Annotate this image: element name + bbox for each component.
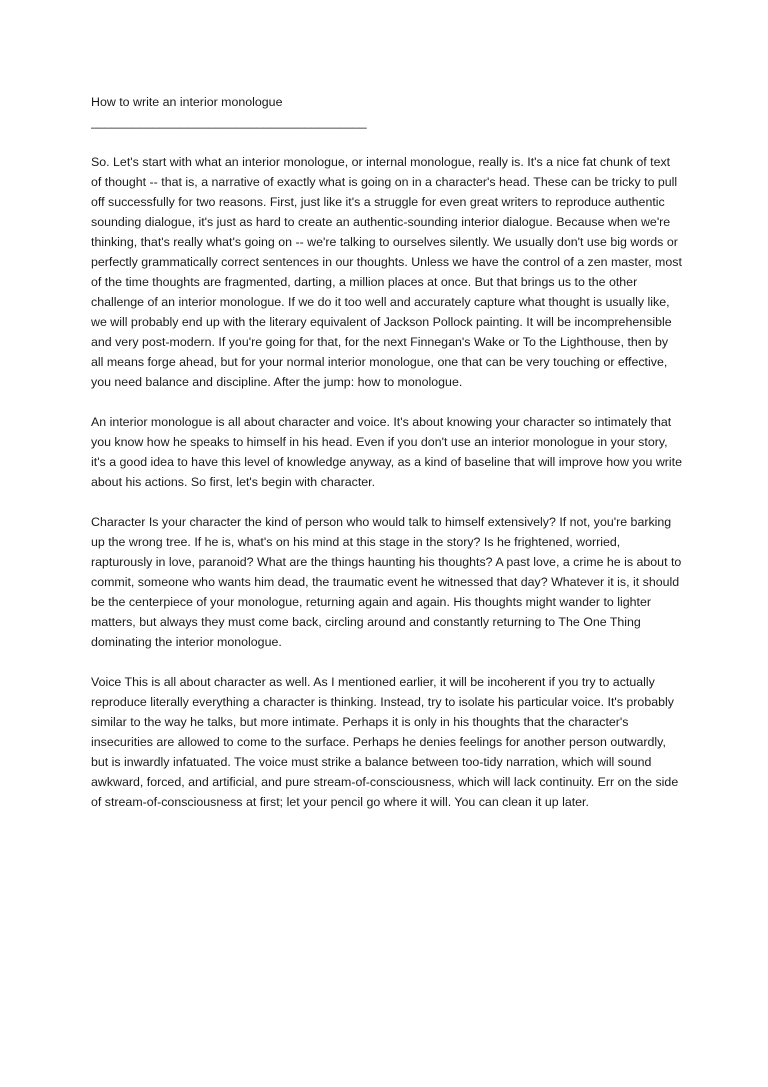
paragraph-character-and-voice: An interior monologue is all about character and voice. It's about knowing your character so intimately that you know how he speaks to himself in his head. Even if you don't use an interior monologue in your story, it's a good idea to have this level of knowledge anyway, as a kind of baseline that will improve how you write about his actions. So first, let's begin with character. <box>91 415 683 489</box>
document-title: How to write an interior monologue <box>91 95 283 109</box>
spacer <box>91 652 683 672</box>
spacer <box>91 132 683 152</box>
title-underline: ________________________________________ <box>91 115 367 129</box>
document-body <box>91 92 683 812</box>
spacer <box>91 392 683 412</box>
paragraph-voice: Voice This is all about character as well. As I mentioned earlier, it will be incoherent if you try to actually reproduce literally everything a character is thinking. Instead, try to isolate his particular voice. It's probably similar to the way he talks, but more intimate. Perhaps it is only in his thoughts that the character's insecurities are allowed to come to the surface. Perhaps he denies feelings for another person outwardly, but is inwardly infatuated. The voice must strike a balance between too-tidy narration, which will sound awkward, forced, and artificial, and pure stream-of-consciousness, which will lack continuity. Err on the side of stream-of-consciousness at first; let your pencil go where it will. You can clean it up later. <box>91 675 679 809</box>
spacer <box>91 492 683 512</box>
paragraph-intro: So. Let's start with what an interior monologue, or internal monologue, really is. It's a nice fat chunk of text of thought -- that is, a narrative of exactly what is going on in a character's head. These can be tricky to pull off successfully for two reasons. First, just like it's a struggle for even great writers to reproduce authentic sounding dialogue, it's just as hard to create an authentic-sounding interior dialogue. Because when we're thinking, that's really what's going on -- we're talking to ourselves silently. We usually don't use big words or perfectly grammatically correct sentences in our thoughts. Unless we have the control of a zen master, most of the time thoughts are fragmented, darting, a million places at once. But that brings us to the other challenge of an interior monologue. If we do it too well and accurately capture what thought is usually like, we will probably end up with the literary equivalent of Jackson Pollock painting. It will be incomprehensible and very post-modern. If you're going for that, for the next Finnegan's Wake or To the Lighthouse, then by all means forge ahead, but for your normal interior monologue, one that can be very touching or effective, you need balance and discipline. After the jump: how to monologue. <box>91 155 682 389</box>
paragraph-character: Character Is your character the kind of person who would talk to himself extensively? If not, you're barking up the wrong tree. If he is, what's on his mind at this stage in the story? Is he frightened, worried, rapturously in love, paranoid? What are the things haunting his thoughts? A past love, a crime he is about to commit, someone who wants him dead, the traumatic event he witnessed that day? Whatever it is, it should be the centerpiece of your monologue, returning again and again. His thoughts might wander to lighter matters, but always they must come back, circling around and constantly returning to The One Thing dominating the interior monologue. <box>91 515 682 649</box>
